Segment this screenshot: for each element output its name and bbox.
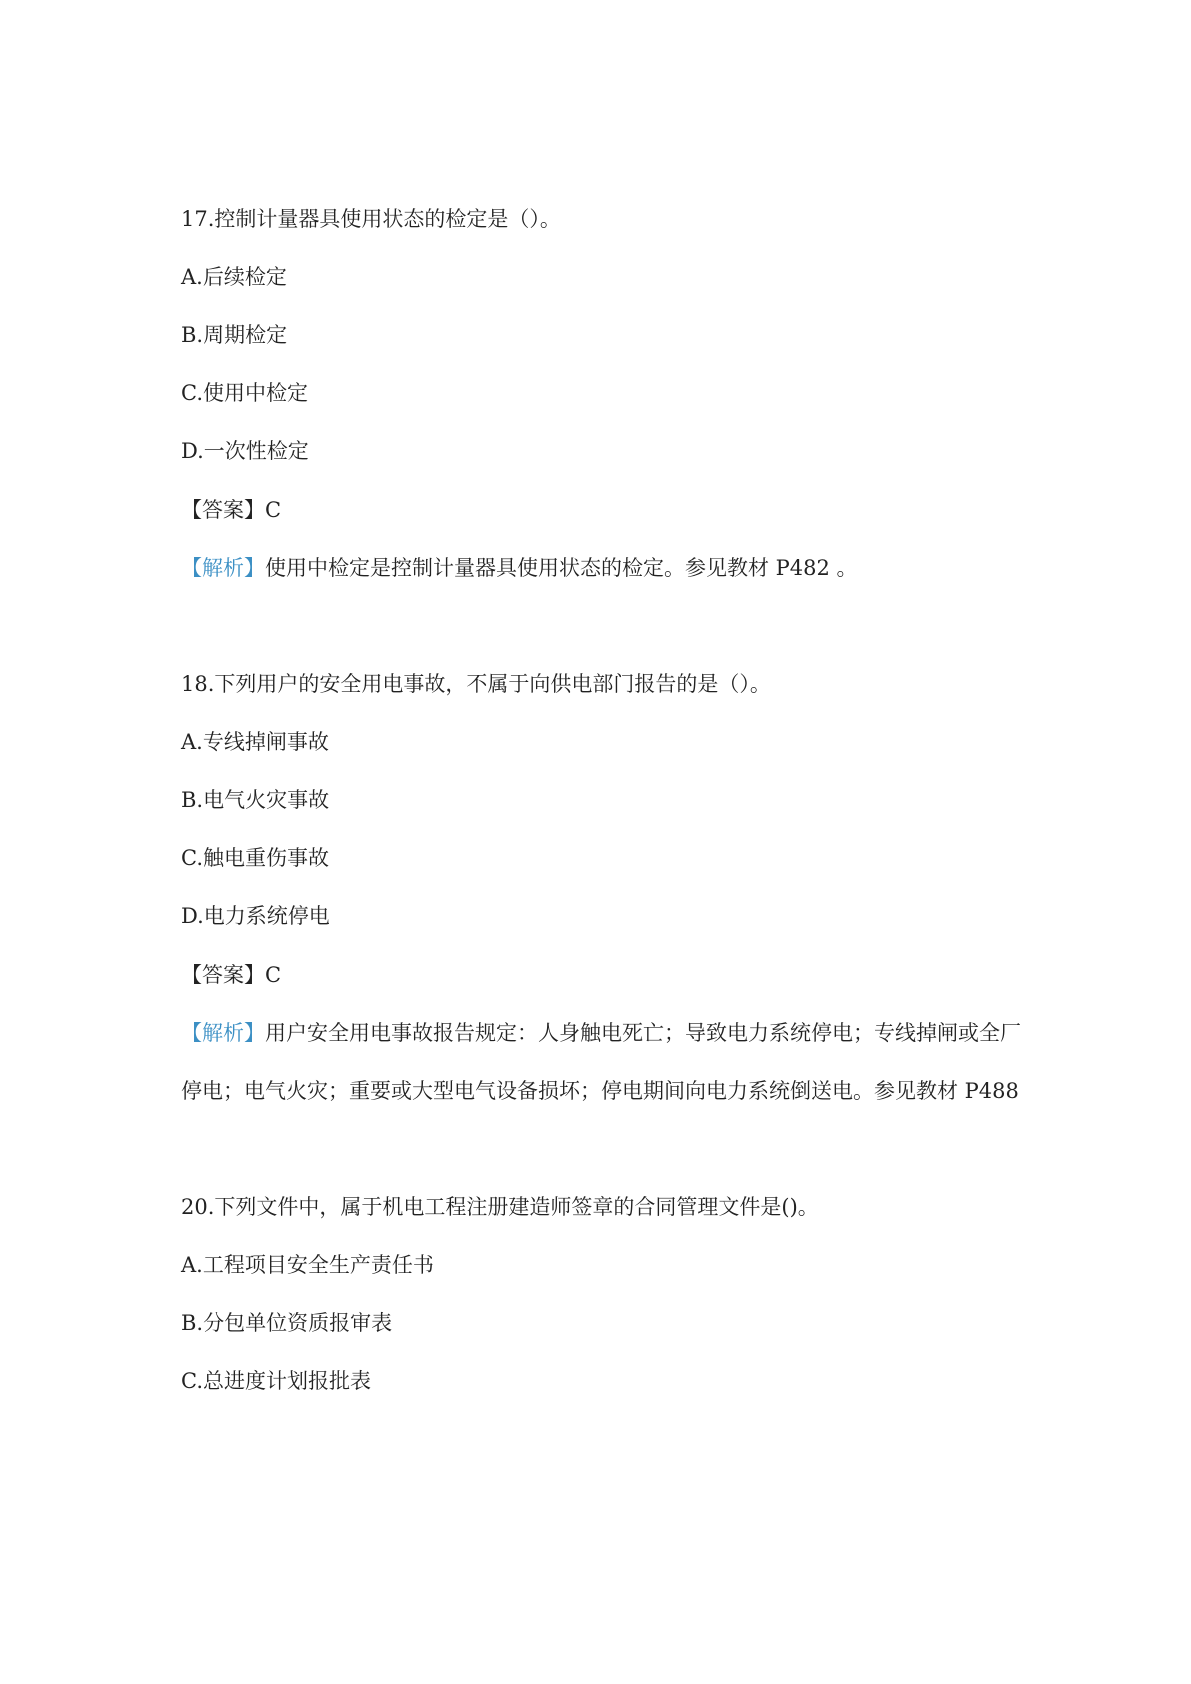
analysis-line: [181, 1019, 1021, 1047]
question-stem: 20.下列文件中，属于机电工程注册建造师签章的合同管理文件是()。: [181, 1195, 819, 1219]
analysis-text: 使用中检定是控制计量器具使用状态的检定。参见教材 P482 。: [265, 556, 858, 580]
analysis-tag: 【解析】: [181, 1021, 265, 1045]
analysis-text: 用户安全用电事故报告规定：人身触电死亡；导致电力系统停电；专线掉闸或全厂: [265, 1021, 1021, 1045]
option-d: D.一次性检定: [181, 439, 309, 463]
option-d: D.电力系统停电: [181, 904, 330, 928]
question-stem: 18.下列用户的安全用电事故，不属于向供电部门报告的是（）。: [181, 672, 771, 696]
option-b: B.周期检定: [181, 323, 288, 347]
option-c: C.触电重伤事故: [181, 846, 329, 870]
analysis-line: [181, 554, 858, 582]
analysis-continuation: 停电；电气火灾；重要或大型电气设备损坏；停电期间向电力系统倒送电。参见教材 P488: [181, 1079, 1019, 1103]
option-b: B.电气火灾事故: [181, 788, 330, 812]
analysis-tag: 【解析】: [181, 556, 265, 580]
option-c: C.总进度计划报批表: [181, 1369, 371, 1393]
answer-line: 【答案】C: [181, 963, 282, 987]
option-a: A.后续检定: [181, 265, 287, 289]
option-a: A.工程项目安全生产责任书: [181, 1253, 434, 1277]
answer-line: 【答案】C: [181, 498, 282, 522]
option-c: C.使用中检定: [181, 381, 308, 405]
option-b: B.分包单位资质报审表: [181, 1311, 393, 1335]
question-stem: 17.控制计量器具使用状态的检定是（）。: [181, 207, 561, 231]
option-a: A.专线掉闸事故: [181, 730, 329, 754]
